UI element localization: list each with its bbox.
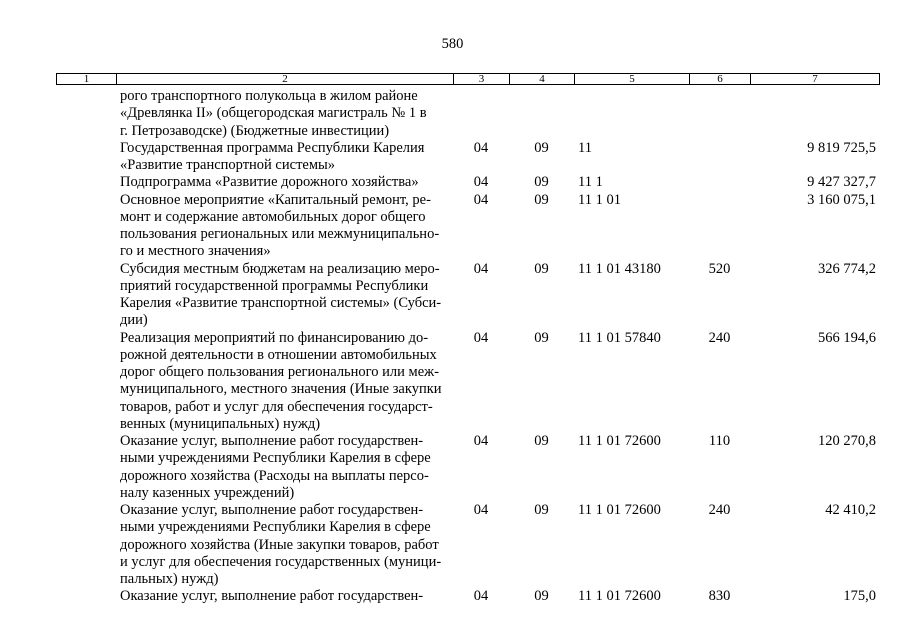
cell-target-article: 11 1 01 72600 bbox=[578, 433, 661, 449]
page-number: 580 bbox=[441, 36, 464, 52]
description-line: дии) bbox=[120, 312, 148, 329]
description-line: Государственная программа Республики Карелия bbox=[120, 139, 425, 156]
cell-amount: 9 427 327,7 bbox=[807, 174, 876, 191]
cell-target-article: 11 1 01 72600 bbox=[578, 502, 661, 518]
description-line: рожной деятельности в отношении автомобильных bbox=[120, 346, 437, 363]
cell-section: 04 bbox=[473, 588, 489, 605]
cell-empty bbox=[56, 192, 116, 261]
column-header-5: 5 bbox=[575, 74, 690, 85]
cell-target-article: 11 1 01 43180 bbox=[578, 260, 661, 277]
cell-description bbox=[116, 433, 453, 502]
cell-amount: 3 160 075,1 bbox=[807, 191, 876, 208]
cell-empty bbox=[56, 88, 116, 140]
description-line: монт и содержание автомобильных дорог общего bbox=[120, 208, 426, 225]
description-line: муниципального, местного значения (Иные закупки bbox=[120, 381, 442, 398]
cell-section: 04 bbox=[473, 260, 489, 277]
description-line: пользования региональных или межмуниципально- bbox=[120, 226, 440, 242]
cell-section: 04 bbox=[473, 329, 489, 346]
description-line: Оказание услуг, выполнение работ государствен- bbox=[120, 588, 424, 605]
cell-description bbox=[116, 174, 453, 191]
cell-expense-type: 520 bbox=[708, 260, 731, 277]
cell-amount bbox=[750, 88, 879, 140]
table-row bbox=[56, 330, 879, 434]
cell-subsection: 09 bbox=[534, 139, 549, 156]
cell-subsection: 09 bbox=[534, 433, 549, 449]
column-header-2: 2 bbox=[117, 74, 454, 85]
cell-empty bbox=[56, 261, 116, 330]
cell-expense-type bbox=[689, 174, 750, 191]
cell-target-article: 11 1 01 72600 bbox=[578, 588, 661, 605]
table-row bbox=[56, 588, 879, 605]
description-line: Подпрограмма «Развитие дорожного хозяйства» bbox=[120, 174, 419, 191]
cell-subsection: 09 bbox=[534, 191, 549, 208]
cell-empty bbox=[56, 433, 116, 502]
description-line: Карелия «Развитие транспортной системы» (Субси- bbox=[120, 295, 442, 311]
cell-expense-type bbox=[689, 192, 750, 261]
description-line: рого транспортного полукольца в жилом районе bbox=[120, 88, 418, 104]
cell-amount: 326 774,2 bbox=[818, 260, 876, 277]
description-line: товаров, работ и услуг для обеспечения государст- bbox=[120, 398, 433, 415]
cell-description bbox=[116, 502, 453, 588]
description-line: и услуг для обеспечения государственных (муници- bbox=[120, 553, 442, 570]
cell-subsection bbox=[509, 88, 574, 140]
table-row bbox=[56, 174, 879, 191]
table-row bbox=[56, 261, 879, 330]
cell-expense-type: 240 bbox=[708, 502, 731, 518]
cell-subsection: 09 bbox=[534, 588, 549, 605]
cell-subsection: 09 bbox=[534, 260, 549, 277]
description-line: Субсидия местным бюджетам на реализацию меро- bbox=[120, 260, 440, 277]
description-line: налу казенных учреждений) bbox=[120, 484, 295, 501]
table-row bbox=[56, 502, 879, 588]
cell-subsection: 09 bbox=[534, 174, 549, 191]
column-number-header bbox=[56, 73, 880, 85]
cell-target-article: 11 1 01 57840 bbox=[578, 329, 661, 346]
cell-description bbox=[116, 330, 453, 434]
budget-table-body bbox=[56, 88, 879, 606]
description-line: «Развитие транспортной системы» bbox=[120, 157, 336, 173]
cell-target-article bbox=[574, 88, 689, 140]
cell-target-article: 11 bbox=[578, 139, 592, 156]
table-row bbox=[56, 192, 879, 261]
cell-description bbox=[116, 588, 453, 605]
cell-empty bbox=[56, 588, 116, 605]
description-line: Реализация мероприятий по финансированию до- bbox=[120, 329, 429, 346]
cell-subsection: 09 bbox=[534, 329, 549, 346]
cell-amount: 120 270,8 bbox=[818, 433, 876, 449]
cell-description bbox=[116, 88, 453, 140]
description-line: приятий государственной программы Республики bbox=[120, 277, 429, 294]
description-line: ными учреждениями Республики Карелия в сфере bbox=[120, 519, 431, 536]
cell-amount: 566 194,6 bbox=[818, 329, 876, 346]
cell-section: 04 bbox=[473, 174, 489, 191]
description-line: Основное мероприятие «Капитальный ремонт, ре- bbox=[120, 191, 431, 208]
cell-target-article: 11 1 bbox=[578, 174, 603, 191]
cell-amount: 9 819 725,5 bbox=[807, 139, 876, 156]
cell-expense-type bbox=[689, 140, 750, 175]
cell-subsection: 09 bbox=[534, 502, 549, 518]
description-line: Оказание услуг, выполнение работ государствен- bbox=[120, 502, 424, 518]
table-row bbox=[56, 140, 879, 175]
description-line: Оказание услуг, выполнение работ государствен- bbox=[120, 433, 424, 449]
column-header-1: 1 bbox=[57, 74, 117, 85]
cell-description bbox=[116, 261, 453, 330]
cell-expense-type: 240 bbox=[708, 329, 731, 346]
cell-empty bbox=[56, 174, 116, 191]
description-line: дорог общего пользования регионального или меж- bbox=[120, 364, 439, 380]
column-header-3: 3 bbox=[454, 74, 510, 85]
cell-expense-type: 830 bbox=[708, 588, 731, 605]
cell-target-article: 11 1 01 bbox=[578, 191, 621, 208]
column-header-7: 7 bbox=[751, 74, 880, 85]
cell-section: 04 bbox=[473, 433, 489, 449]
cell-section: 04 bbox=[473, 502, 489, 518]
cell-amount: 175,0 bbox=[843, 588, 876, 605]
cell-section: 04 bbox=[473, 139, 489, 156]
description-line: ными учреждениями Республики Карелия в сфере bbox=[120, 450, 431, 467]
description-line: пальных) нужд) bbox=[120, 571, 219, 587]
description-line: дорожного хозяйства (Расходы на выплаты персо- bbox=[120, 467, 429, 484]
cell-section bbox=[453, 88, 509, 140]
cell-empty bbox=[56, 330, 116, 434]
description-line: венных (муниципальных) нужд) bbox=[120, 415, 321, 432]
description-line: дорожного хозяйства (Иные закупки товаров, работ bbox=[120, 536, 439, 553]
description-line: «Древлянка II» (общегородская магистраль № 1 в bbox=[120, 105, 427, 122]
column-header-4: 4 bbox=[510, 74, 575, 85]
cell-empty bbox=[56, 502, 116, 588]
column-header-6: 6 bbox=[690, 74, 751, 85]
cell-section: 04 bbox=[473, 191, 489, 208]
description-line: г. Петрозаводске) (Бюджетные инвестиции) bbox=[120, 122, 390, 139]
cell-expense-type: 110 bbox=[708, 433, 731, 449]
cell-expense-type bbox=[689, 88, 750, 140]
cell-amount: 42 410,2 bbox=[825, 502, 876, 518]
table-row bbox=[56, 433, 879, 502]
cell-description bbox=[116, 140, 453, 175]
cell-empty bbox=[56, 140, 116, 175]
table-row bbox=[56, 88, 879, 140]
description-line: го и местного значения» bbox=[120, 243, 271, 260]
cell-description bbox=[116, 192, 453, 261]
